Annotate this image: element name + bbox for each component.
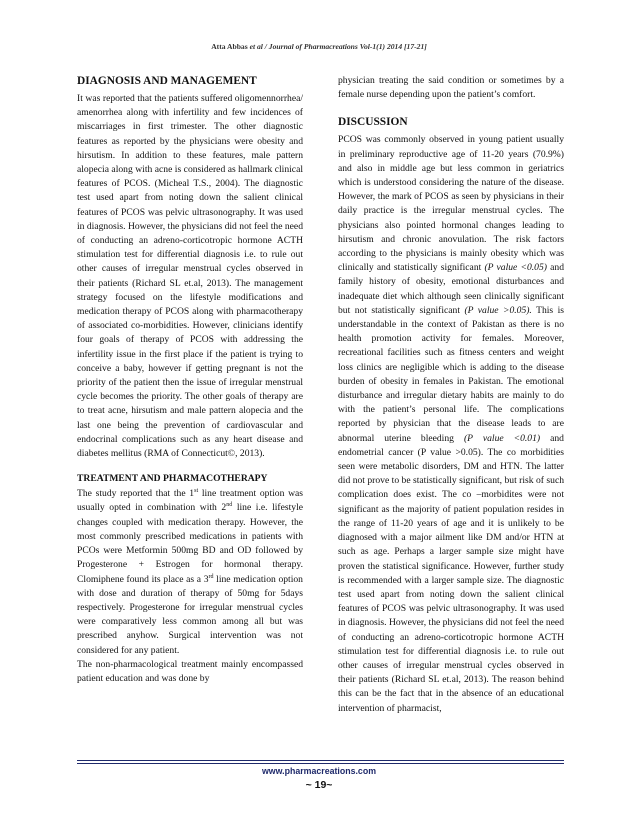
running-header	[0, 42, 638, 51]
footer-rule-top	[77, 760, 564, 761]
discussion-paragraph: PCOS was commonly observed in young patient usually in preliminary reproductive age of 11-20 years (70.9%) and also in middle age but less common in geriatrics which is understood considering the nature of the disease. However, the mark of PCOS as seen by physicians in their daily practice is the irregular menstrual cycles. The physicians also pointed hormonal changes leading to hirsutism and chronic anovulation. The risk factors according to the physicians is mainly obesity which was clinically and statistically significant (P value <0.05) and family history of obesity, emotional disturbances and inadequate diet which although seen clinically significant but not statistically significant (P value >0.05). This is understandable in the context of Pakistan as there is no health promotion activity for females. Moreover, recreational facilities such as fitness centers and weight loss clinics are negligible which is adding to the disease burden of obesity in females in Pakistan. The emotional disturbance and irregular dietary habits are mainly to do with the patient’s personal life. The complications reported by physician that the disease leads to are abnormal uterine bleeding (P value <0.01) and endometrial cancer (P value >0.05). The co morbidities seen were metabolic disorders, DM and HTN. The latter did not prove to be statistically significant, but risk of such complication does exist. The co –morbidites were not significant as the majority of patient population resides in the range of 11-20 years of age and it is unlikely to be diagnosed with a major ailment like DM and/or HTN at such as age. Perhaps a larger sample size might have proven the statistical significance. However, further study is recommended with a larger sample size. The diagnostic test used apart from noting down the salient clinical features of PCOS was pelvic ultrasonography. It was used in diagnosis. However, the physicians did not feel the need of conducting an adreno-corticotropic hormone ACTH stimulation test for differential diagnosis i.e. to rule out other causes of irregular menstrual cycles observed in their patients (Richard SL et.al, 2013). The reason behind this can be the fact that in the absence of an educational intervention of pharmacist,	[338, 134, 564, 714]
header-authors: Atta Abbas	[211, 42, 248, 51]
discussion-heading: DISCUSSION	[338, 116, 408, 129]
left-column	[77, 74, 303, 686]
right-column	[338, 74, 564, 716]
footer-url-link[interactable]: www.pharmacreations.com	[261, 766, 377, 776]
treatment-paragraph: The study reported that the 1st line treatment option was usually opted in combination with 2nd line i.e. lifestyle changes coupled with medication therapy. However, the most commonly prescribed medications in patients with PCOs were Metformin 500mg BD and OD followed by Progesterone + Estrogen for hormonal therapy. Clomiphene found its place as a 3rd line medication option with dose and duration of therapy of 50mg for 5days respectively. Progesterone for irregular menstrual cycles were comparatively less common among all but was prescribed anyhow. Surgical intervention was not considered for any patient.	[77, 488, 303, 656]
diagnosis-paragraph: It was reported that the patients suffered oligomennorrhea/ amenorrhea along with infertility and few incidences of miscarriages in first trimester. The other diagnostic features as reported by the physicians were obesity and hirsutism. In addition to these features, male pattern alopecia along with acne is considered as hallmark clinical features of PCOS. (Micheal T.S., 2004). The diagnostic test used apart from noting down the salient clinical features of PCOS was pelvic ultrasonography. It was used in diagnosis. However, the physicians did not feel the need of conducting an adreno-corticotropic hormone ACTH stimulation test for differential diagnosis i.e. to rule out other causes of irregular menstrual cycles observed in their patients (Richard SL et.al, 2013). The management strategy focused on the lifestyle modifications and medication therapy of PCOS along with pharmacotherapy of associated co-morbidities. However, clinicians identify four goals of therapy of PCOS with addressing the infertility issue in the first place if the patient is trying to conceive a baby, however if getting pregnant is not the priority of the patient then the issue of irregular menstrual cycle becomes the priority. The other goals of therapy are to treat acne, hirsutism and male pattern alopecia and the last one being the prevention of cardiovascular and endocrinal complications such as any heart disease and diabetes mellitus (RMA of Connecticut©, 2013).	[77, 93, 303, 460]
continuation-paragraph: physician treating the said condition or sometimes by a female nurse depending upon the patient’s comfort.	[338, 75, 564, 101]
diagnosis-heading: DIAGNOSIS AND MANAGEMENT	[77, 75, 257, 87]
footer-rule-bottom	[77, 763, 564, 764]
page-number: ~ 19~	[305, 779, 333, 791]
header-journal: et al / Journal of Pharmacreations Vol-1(1) 2014 [17-21]	[249, 42, 427, 51]
nonpharm-paragraph: The non-pharmacological treatment mainly encompassed patient education and was done by	[77, 658, 303, 684]
treatment-heading: TREATMENT AND PHARMACOTHERAPY	[77, 473, 268, 485]
